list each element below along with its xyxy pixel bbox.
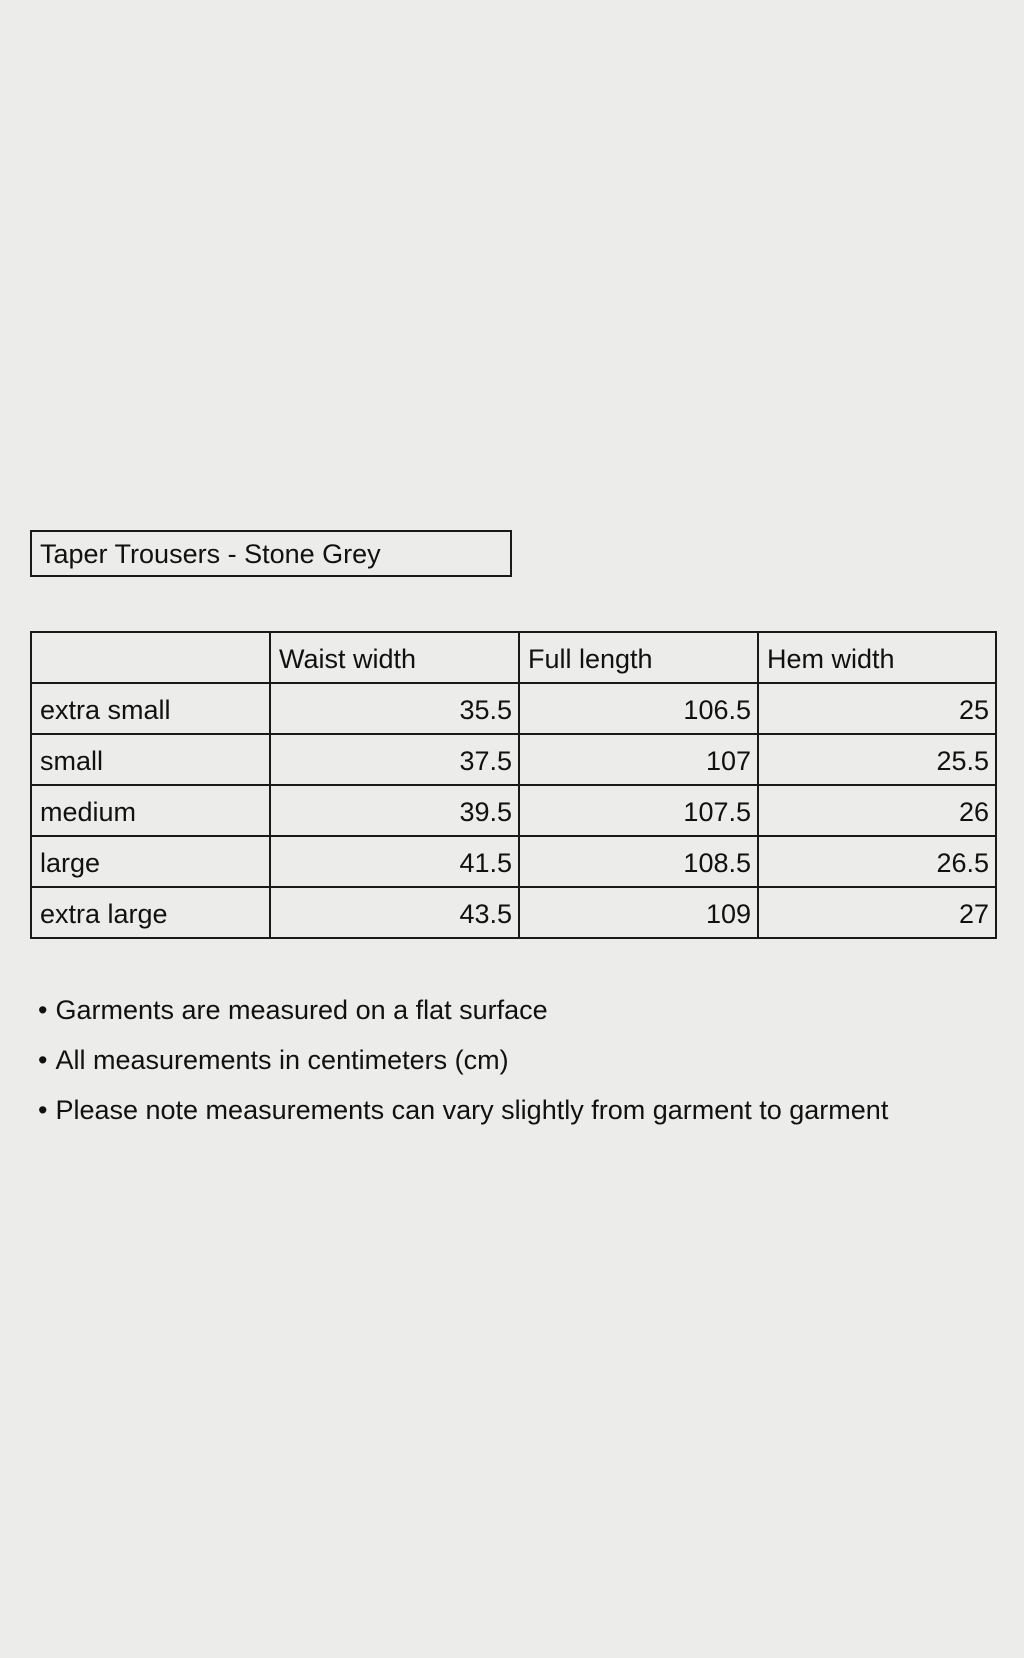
table-row <box>31 887 996 938</box>
table-row <box>31 734 996 785</box>
waist-width-cell: 43.5 <box>270 887 519 938</box>
note-item <box>38 1090 888 1140</box>
product-title: Taper Trousers - Stone Grey <box>30 530 512 577</box>
waist-width-cell: 39.5 <box>270 785 519 836</box>
size-cell: large <box>31 836 270 887</box>
waist-width-cell: 35.5 <box>270 683 519 734</box>
table-row <box>31 683 996 734</box>
hem-width-cell: 25 <box>758 683 996 734</box>
full-length-cell: 107.5 <box>519 785 758 836</box>
hem-width-cell: 26.5 <box>758 836 996 887</box>
bullet: • <box>38 1095 48 1125</box>
note-item <box>38 990 888 1040</box>
size-cell: extra large <box>31 887 270 938</box>
bullet: • <box>38 995 48 1025</box>
header-hem-width: Hem width <box>758 632 996 683</box>
bullet: • <box>38 1045 48 1075</box>
size-cell: extra small <box>31 683 270 734</box>
note-text: Please note measurements can vary slightly from garment to garment <box>55 1095 889 1125</box>
table-row <box>31 836 996 887</box>
header-full-length: Full length <box>519 632 758 683</box>
note-text: Garments are measured on a flat surface <box>55 995 548 1025</box>
size-chart-table <box>30 631 997 939</box>
size-cell: small <box>31 734 270 785</box>
full-length-cell: 107 <box>519 734 758 785</box>
note-text: All measurements in centimeters (cm) <box>55 1045 509 1075</box>
full-length-cell: 109 <box>519 887 758 938</box>
hem-width-cell: 27 <box>758 887 996 938</box>
table-header-row <box>31 632 996 683</box>
waist-width-cell: 37.5 <box>270 734 519 785</box>
hem-width-cell: 26 <box>758 785 996 836</box>
header-waist-width: Waist width <box>270 632 519 683</box>
measurement-notes <box>38 990 888 1140</box>
hem-width-cell: 25.5 <box>758 734 996 785</box>
table-row <box>31 785 996 836</box>
waist-width-cell: 41.5 <box>270 836 519 887</box>
header-size <box>31 632 270 683</box>
full-length-cell: 108.5 <box>519 836 758 887</box>
size-cell: medium <box>31 785 270 836</box>
full-length-cell: 106.5 <box>519 683 758 734</box>
note-item <box>38 1040 888 1090</box>
